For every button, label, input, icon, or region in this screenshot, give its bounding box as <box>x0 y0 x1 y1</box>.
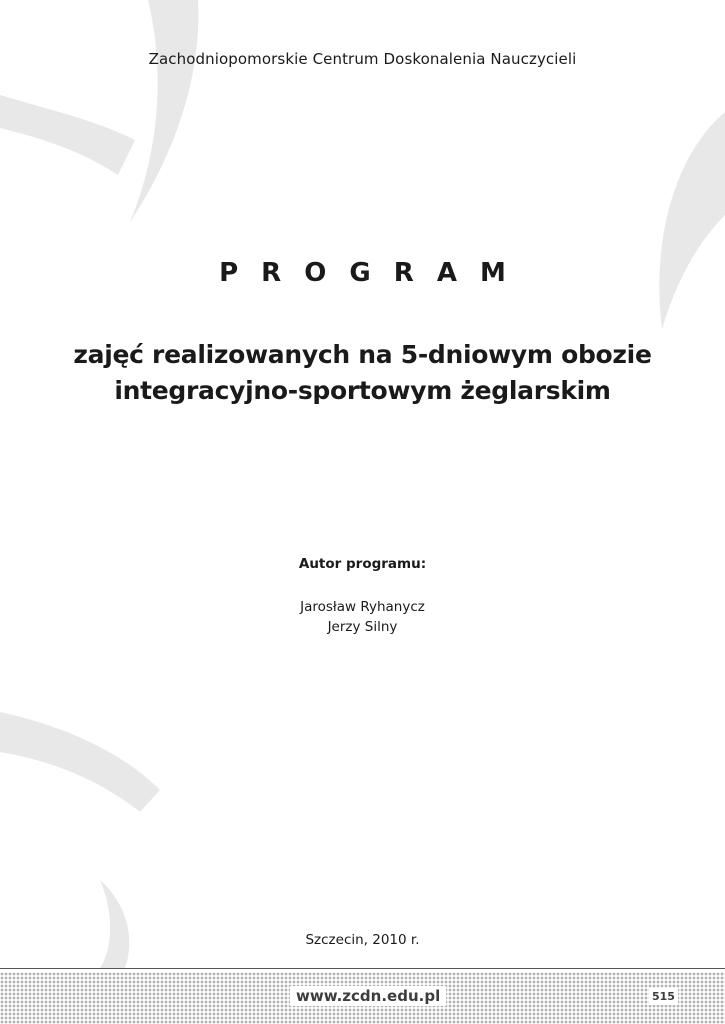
author-label: Autor programu: <box>298 556 427 572</box>
subtitle-line-1: zajęć realizowanych na 5-dniowym obozie <box>73 340 652 369</box>
institution-name: Zachodniopomorskie Centrum Doskonalenia Nauczycieli <box>148 50 577 68</box>
document-subtitle <box>0 337 725 409</box>
page-number: 515 <box>649 988 678 1005</box>
footer-divider <box>0 968 725 969</box>
footer-website-url: www.zcdn.edu.pl <box>290 986 446 1006</box>
author-names <box>0 597 725 637</box>
place-and-date: Szczecin, 2010 r. <box>305 932 420 948</box>
document-title: P R O G R A M <box>219 258 513 288</box>
author-name-2: Jerzy Silny <box>327 619 398 635</box>
subtitle-line-2: integracyjno-sportowym żeglarskim <box>114 376 611 405</box>
author-name-1: Jarosław Ryhanycz <box>300 599 425 615</box>
